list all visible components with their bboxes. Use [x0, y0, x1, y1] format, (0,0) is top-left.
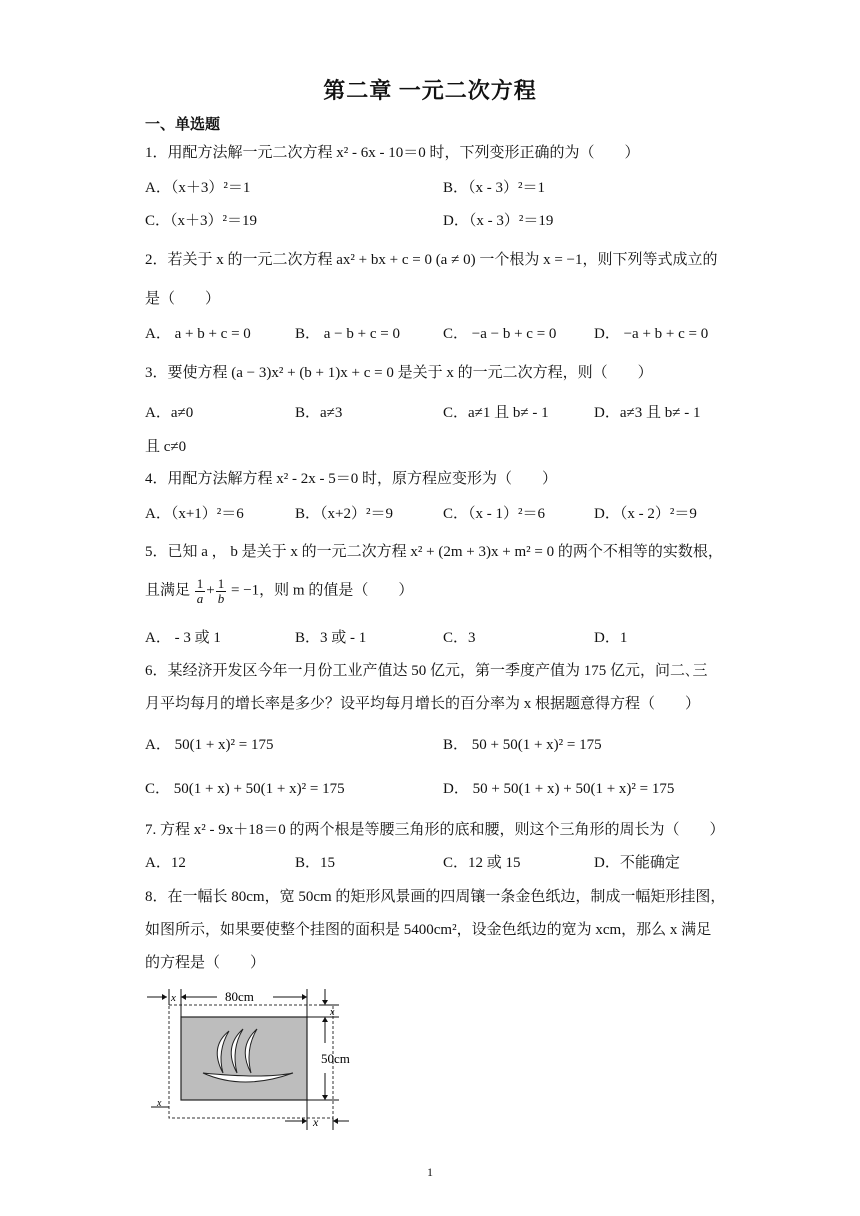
label-x-top: x — [171, 992, 176, 1004]
question-3-option-d: D．a≠3 且 b≠ ‐ 1 — [594, 405, 701, 421]
label-50cm: 50cm — [321, 1051, 350, 1066]
question-5-option-b: B．3 或 ‐ 1 — [295, 630, 367, 646]
question-4-option-d: D．（x ‐ 2）²＝9 — [594, 506, 697, 522]
label-80cm: 80cm — [225, 989, 254, 1004]
question-7-option-d: D．不能确定 — [594, 855, 680, 871]
question-1-option-a: A．（x＋3）²＝1 — [145, 180, 251, 196]
question-5-option-d: D．1 — [594, 630, 628, 646]
question-2-stem-line-2: 是（ ） — [145, 291, 221, 307]
fraction-one-over-a: $\frac{1}{a}$ — [196, 576, 204, 606]
question-8-line-3: 的方程是（ ） — [145, 955, 266, 971]
question-3-option-a: A．a≠0 — [145, 405, 194, 421]
question-6-stem-line-1: 6．某经济开发区今年一月份工业产值达 50 亿元，第一季度产值为 175 亿元，问二､三 — [145, 663, 708, 679]
question-8-line-2: 如图所示，如果要使整个挂图的面积是 5400cm²，设金色纸边的宽为 xcm，那么 x 满足 — [145, 922, 712, 938]
question-7-stem: 7. 方程 x² ‐ 9x＋18＝0 的两个根是等腰三角形的底和腰，则这个三角形的周长为（ ） — [145, 822, 725, 838]
label-x-left: x — [157, 1098, 162, 1109]
question-8-line-1: 8．在一幅长 80cm，宽 50cm 的矩形风景画的四周镶一条金色纸边，制成一幅矩形挂图， — [145, 889, 726, 905]
question-3-option-b: B．a≠3 — [295, 405, 343, 421]
question-4-stem: 4．用配方法解方程 x² ‐ 2x ‐ 5＝0 时，原方程应变形为（ ） — [145, 471, 557, 487]
page-number: 1 — [427, 1165, 433, 1179]
question-6-option-a: A． 50(1 + x)² = 175 — [145, 737, 274, 753]
question-5-option-a: A． ‐ 3 或 1 — [145, 630, 221, 646]
question-1-option-d: D．（x ‐ 3）²＝19 — [443, 213, 554, 229]
question-4-option-c: C．（x ‐ 1）²＝6 — [443, 506, 545, 522]
question-6-option-d: D． 50 + 50(1 + x) + 50(1 + x)² = 175 — [443, 781, 675, 797]
question-6-option-c: C． 50(1 + x) + 50(1 + x)² = 175 — [145, 781, 345, 797]
question-1-option-b: B．（x ‐ 3）²＝1 — [443, 180, 545, 196]
inner-picture — [181, 1017, 307, 1100]
question-5-stem-prefix: 且满足 — [145, 582, 191, 599]
question-2-option-c: C． −a − b + c = 0 — [443, 326, 557, 342]
question-4-option-a: A．（x+1）²＝6 — [145, 506, 244, 522]
label-x-bottom: x — [313, 1115, 319, 1129]
question-5-stem-line-1: 5．已知 a ， b 是关于 x 的一元二次方程 x² + (2m + 3)x + m² = 0 的两个不相等的实数根， — [145, 544, 723, 560]
question-1-stem: 1．用配方法解一元二次方程 x² ‐ 6x ‐ 10＝0 时，下列变形正确的为（ ） — [145, 145, 640, 161]
question-3-option-c: C．a≠1 且 b≠ ‐ 1 — [443, 405, 549, 421]
label-x-right: x — [330, 1007, 335, 1018]
question-3-option-d-continued: 且 c≠0 — [145, 439, 187, 455]
section-heading: 一、单选题 — [145, 117, 221, 133]
question-5-option-c: C．3 — [443, 630, 476, 646]
fraction-one-over-b: $\frac{1}{b}$ — [217, 576, 225, 606]
question-4-option-b: B．（x+2）²＝9 — [295, 506, 393, 522]
question-2-stem-line-1: 2．若关于 x 的一元二次方程 ax² + bx + c = 0 (a ≠ 0) 一个根为 x = −1，则下列等式成立的 — [145, 252, 718, 268]
question-2-option-b: B． a − b + c = 0 — [295, 326, 400, 342]
framed-picture-figure — [143, 985, 365, 1130]
question-1-option-c: C．（x＋3）²＝19 — [145, 213, 258, 229]
question-7-option-b: B．15 — [295, 855, 336, 871]
question-6-stem-line-2: 月平均每月的增长率是多少？设平均每月增长的百分率为 x 根据题意得方程（ ） — [145, 696, 701, 712]
question-6-option-b: B． 50 + 50(1 + x)² = 175 — [443, 737, 602, 753]
question-5-stem-line-2: 且满足 $\frac{1}{a}$ + $\frac{1}{b}$ = −1，则 m 的值是（ ） — [145, 576, 414, 606]
question-2-option-a: A． a + b + c = 0 — [145, 326, 251, 342]
page-title: 第二章 一元二次方程 — [323, 78, 537, 103]
question-5-stem-suffix: = −1，则 m 的值是（ ） — [230, 582, 414, 599]
question-3-stem: 3．要使方程 (a − 3)x² + (b + 1)x + c = 0 是关于 x 的一元二次方程，则（ ） — [145, 365, 653, 381]
question-7-option-c: C．12 或 15 — [443, 855, 521, 871]
question-7-option-a: A．12 — [145, 855, 186, 871]
question-2-option-d: D． −a + b + c = 0 — [594, 326, 709, 342]
